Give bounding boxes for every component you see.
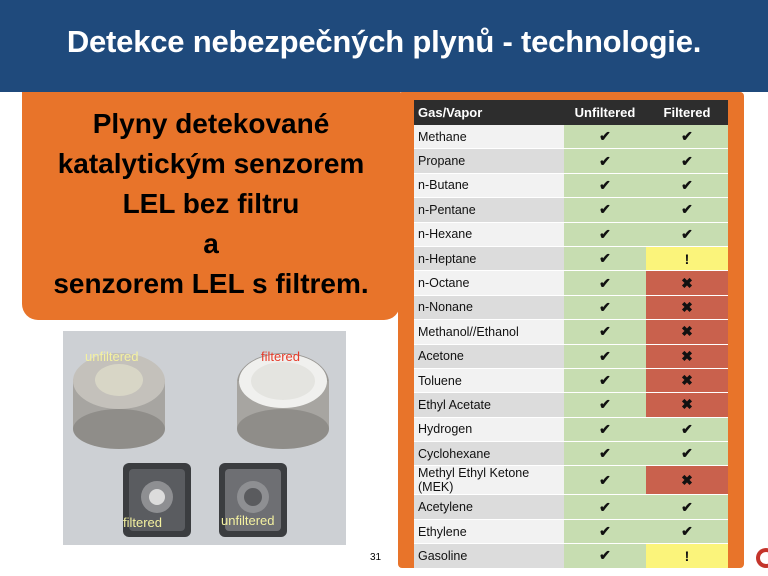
table-row xyxy=(414,173,728,197)
table-row xyxy=(414,495,728,519)
unfiltered-mark: ✔ xyxy=(564,495,646,519)
header-gas: Gas/Vapor xyxy=(414,100,564,125)
table-row xyxy=(414,222,728,246)
sensor-photo xyxy=(63,331,346,545)
unfiltered-mark: ✔ xyxy=(564,295,646,319)
filtered-mark: ✔ xyxy=(646,417,728,441)
title-bar xyxy=(0,0,768,92)
gas-name: Acetone xyxy=(414,344,564,368)
gas-name: n-Pentane xyxy=(414,198,564,222)
table-header-row xyxy=(414,100,728,125)
photo-label-unfiltered-bottom: unfiltered xyxy=(221,513,275,528)
filtered-mark: ✖ xyxy=(646,320,728,344)
unfiltered-mark: ✔ xyxy=(564,344,646,368)
unfiltered-mark: ✔ xyxy=(564,271,646,295)
unfiltered-mark: ✔ xyxy=(564,417,646,441)
unfiltered-mark: ✔ xyxy=(564,320,646,344)
unfiltered-mark: ✔ xyxy=(564,125,646,149)
table-row xyxy=(414,149,728,173)
gas-name: Ethylene xyxy=(414,519,564,543)
table-row xyxy=(414,442,728,466)
gas-name: Methane xyxy=(414,125,564,149)
unfiltered-mark: ✔ xyxy=(564,519,646,543)
table-row xyxy=(414,344,728,368)
filtered-mark: ✔ xyxy=(646,125,728,149)
filtered-mark: ✔ xyxy=(646,222,728,246)
table-row xyxy=(414,417,728,441)
filtered-mark: ✖ xyxy=(646,393,728,417)
unfiltered-mark: ✔ xyxy=(564,368,646,392)
filtered-mark: ✔ xyxy=(646,198,728,222)
gas-name: n-Hexane xyxy=(414,222,564,246)
gas-name: n-Nonane xyxy=(414,295,564,319)
table-row xyxy=(414,519,728,543)
gas-name: Ethyl Acetate xyxy=(414,393,564,417)
photo-label-unfiltered-top: unfiltered xyxy=(85,349,139,364)
table-body xyxy=(414,125,728,568)
table-row xyxy=(414,271,728,295)
unfiltered-mark: ✔ xyxy=(564,393,646,417)
table-row xyxy=(414,368,728,392)
filtered-mark: ✖ xyxy=(646,271,728,295)
filtered-mark: ✖ xyxy=(646,295,728,319)
filtered-mark: ✔ xyxy=(646,519,728,543)
table-row xyxy=(414,246,728,270)
table-row xyxy=(414,320,728,344)
filtered-mark: ✔ xyxy=(646,149,728,173)
description-line-2: katalytickým senzorem xyxy=(57,148,365,179)
unfiltered-mark: ✔ xyxy=(564,544,646,568)
slide-title: Detekce nebezpečných plynů - technologie. xyxy=(66,24,702,59)
page-number: 31 xyxy=(370,552,382,563)
unfiltered-mark: ✔ xyxy=(564,173,646,197)
gas-name: Hydrogen xyxy=(414,417,564,441)
gas-name: Cyclohexane xyxy=(414,442,564,466)
description-box xyxy=(22,92,400,320)
unfiltered-mark: ✔ xyxy=(564,442,646,466)
description-line-5: senzorem LEL s filtrem. xyxy=(53,268,369,299)
filtered-mark: ! xyxy=(646,544,728,568)
gas-name: n-Butane xyxy=(414,173,564,197)
filtered-mark: ✔ xyxy=(646,495,728,519)
table-row xyxy=(414,125,728,149)
filtered-mark: ✔ xyxy=(646,173,728,197)
header-unfiltered: Unfiltered xyxy=(564,100,646,125)
gas-name: Toluene xyxy=(414,368,564,392)
table-row xyxy=(414,393,728,417)
gas-name: n-Octane xyxy=(414,271,564,295)
table-row xyxy=(414,295,728,319)
photo-label-filtered-top: filtered xyxy=(261,349,301,364)
description-line-4: a xyxy=(203,228,219,259)
table-row xyxy=(414,466,728,495)
gas-table xyxy=(414,100,728,569)
filtered-mark: ✔ xyxy=(646,442,728,466)
gas-name: Methyl Ethyl Ketone (MEK) xyxy=(414,466,564,495)
filtered-mark: ✖ xyxy=(646,466,728,495)
filtered-mark: ✖ xyxy=(646,344,728,368)
gas-name: Methanol//Ethanol xyxy=(414,320,564,344)
unfiltered-mark: ✔ xyxy=(564,198,646,222)
filtered-mark: ! xyxy=(646,246,728,270)
unfiltered-mark: ✔ xyxy=(564,149,646,173)
unfiltered-mark: ✔ xyxy=(564,466,646,495)
gas-name: Gasoline xyxy=(414,544,564,568)
gas-name: n-Heptane xyxy=(414,246,564,270)
filtered-mark: ✖ xyxy=(646,368,728,392)
description-line-1: Plyny detekované xyxy=(92,108,330,139)
table-row xyxy=(414,198,728,222)
logo-icon xyxy=(756,548,768,568)
photo-label-filtered-bottom: filtered xyxy=(123,515,163,530)
unfiltered-mark: ✔ xyxy=(564,246,646,270)
gas-name: Propane xyxy=(414,149,564,173)
header-filtered: Filtered xyxy=(646,100,728,125)
gas-name: Acetylene xyxy=(414,495,564,519)
description-line-3: LEL bez filtru xyxy=(122,188,300,219)
unfiltered-mark: ✔ xyxy=(564,222,646,246)
table-row xyxy=(414,544,728,568)
